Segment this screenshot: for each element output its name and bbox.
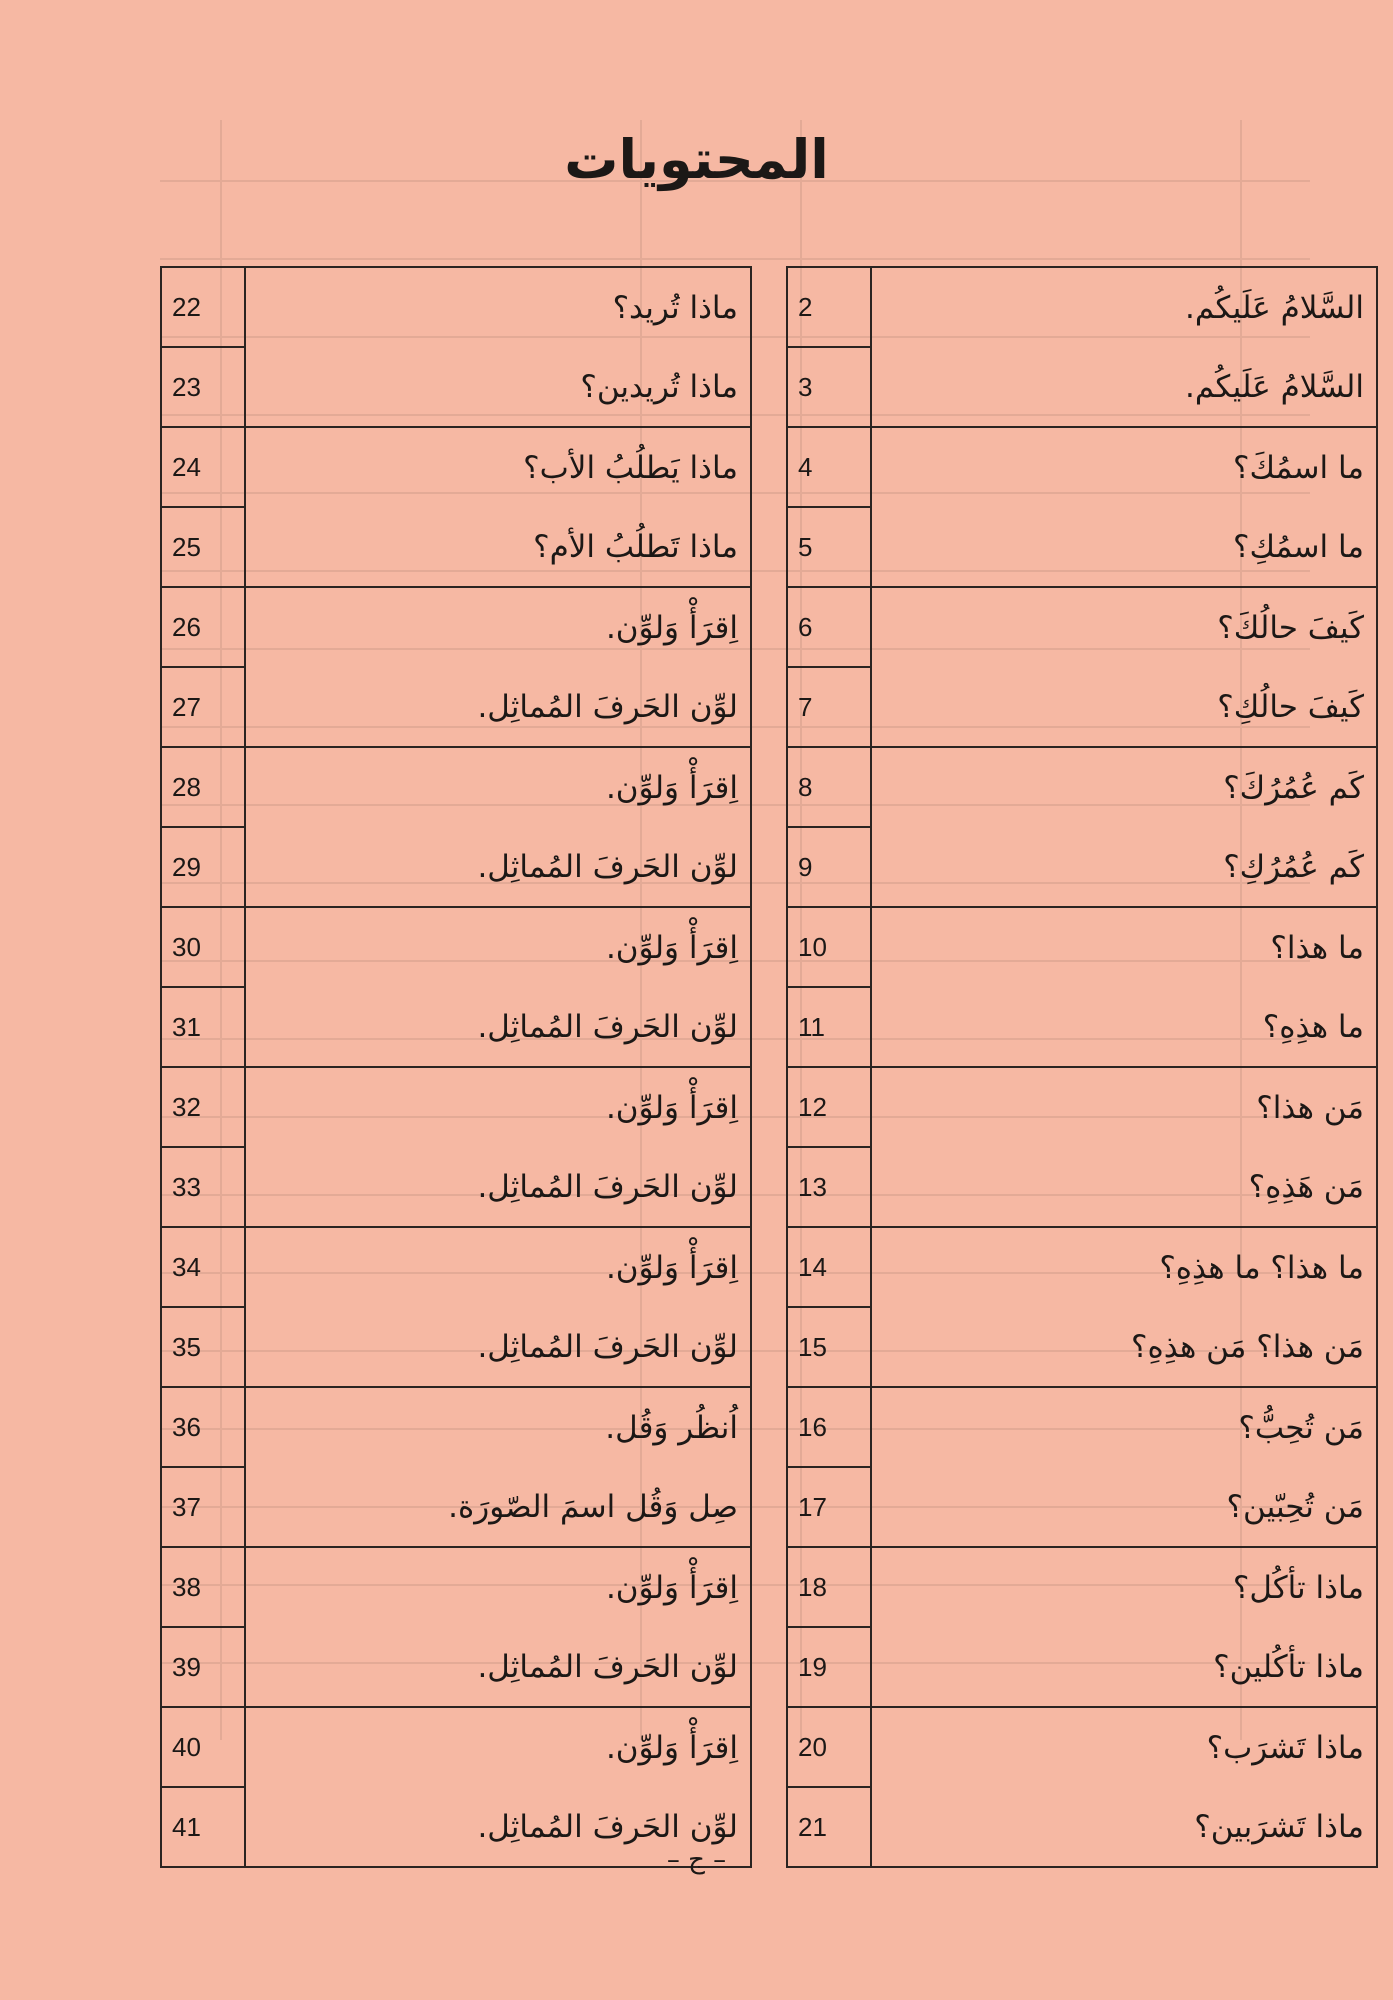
toc-row <box>787 667 1377 747</box>
toc-page-number: 41 <box>161 1787 245 1867</box>
toc-entry-title: اِقرَأْ وَلوِّن. <box>245 1547 751 1627</box>
toc-row <box>161 1707 751 1787</box>
toc-entry-title: ماذا تَشرَبين؟ <box>871 1787 1377 1867</box>
toc-row <box>787 347 1377 427</box>
toc-entry-title: ماذا يَطلُبُ الأب؟ <box>245 427 751 507</box>
toc-table-right <box>786 266 1378 1868</box>
toc-entry-title: اِقرَأْ وَلوِّن. <box>245 1707 751 1787</box>
toc-entry-title: كَيفَ حالُكَ؟ <box>871 587 1377 667</box>
toc-row <box>787 427 1377 507</box>
toc-row <box>787 747 1377 827</box>
toc-row <box>787 1467 1377 1547</box>
toc-row <box>161 1387 751 1467</box>
toc-page-number: 34 <box>161 1227 245 1307</box>
toc-page-number: 2 <box>787 267 871 347</box>
toc-row <box>787 827 1377 907</box>
toc-entry-title: لوِّن الحَرفَ المُماثِل. <box>245 987 751 1067</box>
toc-page-number: 40 <box>161 1707 245 1787</box>
toc-entry-title: ما اسمُكَ؟ <box>871 427 1377 507</box>
toc-entry-title: اِقرَأْ وَلوِّن. <box>245 1067 751 1147</box>
toc-page-number: 26 <box>161 587 245 667</box>
toc-row <box>161 1227 751 1307</box>
toc-entry-title: اِقرَأْ وَلوِّن. <box>245 1227 751 1307</box>
toc-row <box>787 1307 1377 1387</box>
toc-entry-title: كَم عُمُرُكِ؟ <box>871 827 1377 907</box>
toc-row <box>161 747 751 827</box>
toc-row <box>161 1147 751 1227</box>
toc-entry-title: اِقرَأْ وَلوِّن. <box>245 907 751 987</box>
toc-page-number: 10 <box>787 907 871 987</box>
toc-page-number: 19 <box>787 1627 871 1707</box>
toc-page-number: 8 <box>787 747 871 827</box>
toc-page-number: 18 <box>787 1547 871 1627</box>
toc-entry-title: اِقرَأْ وَلوِّن. <box>245 747 751 827</box>
toc-page-number: 28 <box>161 747 245 827</box>
toc-row <box>787 267 1377 347</box>
toc-entry-title: السَّلامُ عَلَيكُم. <box>871 347 1377 427</box>
toc-page-number: 31 <box>161 987 245 1067</box>
page-number-footer: – ج – <box>666 1845 727 1875</box>
toc-row <box>161 827 751 907</box>
toc-page-number: 25 <box>161 507 245 587</box>
toc-page-number: 23 <box>161 347 245 427</box>
toc-row <box>161 1627 751 1707</box>
toc-entry-title: مَن تُحِبّين؟ <box>871 1467 1377 1547</box>
toc-row <box>161 987 751 1067</box>
toc-row <box>161 667 751 747</box>
toc-page-number: 21 <box>787 1787 871 1867</box>
toc-entry-title: ما هذا؟ <box>871 907 1377 987</box>
toc-page-number: 14 <box>787 1227 871 1307</box>
toc-page-number: 17 <box>787 1467 871 1547</box>
page-title: المحتويات <box>564 128 829 191</box>
toc-page-number: 22 <box>161 267 245 347</box>
toc-entry-title: كَم عُمُرُكَ؟ <box>871 747 1377 827</box>
toc-entry-title: اِقرَأْ وَلوِّن. <box>245 587 751 667</box>
toc-row <box>161 507 751 587</box>
toc-page-number: 29 <box>161 827 245 907</box>
toc-entry-title: مَن تُحِبُّ؟ <box>871 1387 1377 1467</box>
toc-entry-title: لوِّن الحَرفَ المُماثِل. <box>245 1147 751 1227</box>
toc-page-number: 35 <box>161 1307 245 1387</box>
toc-row <box>161 907 751 987</box>
toc-row <box>161 587 751 667</box>
toc-entry-title: ما اسمُكِ؟ <box>871 507 1377 587</box>
toc-entry-title: ماذا تُريد؟ <box>245 267 751 347</box>
toc-entry-title: ما هذا؟ ما هذِهِ؟ <box>871 1227 1377 1307</box>
toc-page-number: 16 <box>787 1387 871 1467</box>
toc-page-number: 30 <box>161 907 245 987</box>
toc-entry-title: ماذا تَشرَب؟ <box>871 1707 1377 1787</box>
toc-entry-title: لوِّن الحَرفَ المُماثِل. <box>245 1307 751 1387</box>
toc-page-number: 4 <box>787 427 871 507</box>
toc-row <box>787 1067 1377 1147</box>
toc-table-left <box>160 266 752 1868</box>
toc-row <box>787 1547 1377 1627</box>
toc-page-number: 32 <box>161 1067 245 1147</box>
toc-row <box>787 907 1377 987</box>
toc-row <box>787 1147 1377 1227</box>
toc-entry-title: صِل وَقُل اسمَ الصّورَة. <box>245 1467 751 1547</box>
toc-entry-title: اُنظُر وَقُل. <box>245 1387 751 1467</box>
toc-row <box>161 1307 751 1387</box>
toc-entry-title: مَن هَذِهِ؟ <box>871 1147 1377 1227</box>
toc-page-number: 37 <box>161 1467 245 1547</box>
toc-entry-title: لوِّن الحَرفَ المُماثِل. <box>245 1787 751 1867</box>
toc-row <box>161 267 751 347</box>
toc-page-number: 11 <box>787 987 871 1067</box>
toc-entry-title: كَيفَ حالُكِ؟ <box>871 667 1377 747</box>
toc-page-number: 27 <box>161 667 245 747</box>
toc-row <box>787 507 1377 587</box>
toc-row <box>787 1707 1377 1787</box>
toc-page-number: 38 <box>161 1547 245 1627</box>
toc-row <box>787 587 1377 667</box>
toc-row <box>161 427 751 507</box>
toc-entry-title: ماذا تأكُلين؟ <box>871 1627 1377 1707</box>
toc-page-number: 5 <box>787 507 871 587</box>
toc-entry-title: لوِّن الحَرفَ المُماثِل. <box>245 1627 751 1707</box>
toc-page-number: 15 <box>787 1307 871 1387</box>
toc-entry-title: مَن هذا؟ مَن هذِهِ؟ <box>871 1307 1377 1387</box>
toc-entry-title: لوِّن الحَرفَ المُماثِل. <box>245 827 751 907</box>
toc-row <box>787 1387 1377 1467</box>
toc-entry-title: ماذا تأكُل؟ <box>871 1547 1377 1627</box>
toc-row <box>787 987 1377 1067</box>
toc-page-number: 9 <box>787 827 871 907</box>
toc-entry-title: ماذا تُريدين؟ <box>245 347 751 427</box>
toc-page-number: 3 <box>787 347 871 427</box>
toc-row <box>161 1067 751 1147</box>
toc-entry-title: ماذا تَطلُبُ الأم؟ <box>245 507 751 587</box>
toc-page-number: 7 <box>787 667 871 747</box>
toc-page-number: 13 <box>787 1147 871 1227</box>
toc-row <box>787 1627 1377 1707</box>
toc-page-number: 20 <box>787 1707 871 1787</box>
toc-page-number: 33 <box>161 1147 245 1227</box>
toc-page-number: 24 <box>161 427 245 507</box>
toc-entry-title: السَّلامُ عَلَيكُم. <box>871 267 1377 347</box>
toc-entry-title: لوِّن الحَرفَ المُماثِل. <box>245 667 751 747</box>
toc-entry-title: مَن هذا؟ <box>871 1067 1377 1147</box>
toc-page-number: 39 <box>161 1627 245 1707</box>
toc-page-number: 36 <box>161 1387 245 1467</box>
toc-row <box>161 1467 751 1547</box>
toc-row <box>161 347 751 427</box>
toc-page-number: 12 <box>787 1067 871 1147</box>
toc-row <box>161 1547 751 1627</box>
toc-entry-title: ما هذِهِ؟ <box>871 987 1377 1067</box>
toc-row <box>787 1227 1377 1307</box>
toc-page-number: 6 <box>787 587 871 667</box>
